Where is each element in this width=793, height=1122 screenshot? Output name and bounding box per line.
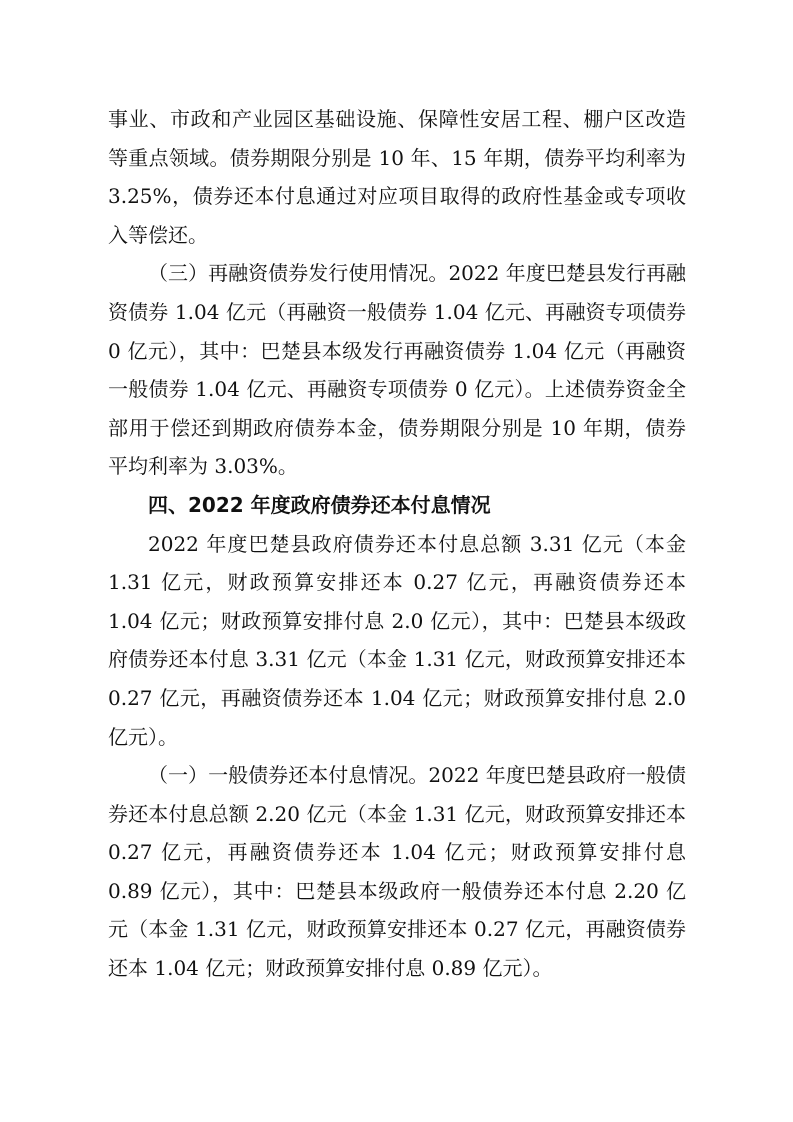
paragraph-general-bond-repayment: （一）一般债券还本付息情况。2022 年度巴楚县政府一般债券还本付息总额 2.20 亿元（本金 1.31 亿元，财政预算安排还本 0.27 亿元，再融资债券还本 1.04 亿元；财政预算安排付息 0.89 亿元），其中：巴楚县本级政府一般债券还本付息 2.20 亿元（本金 1.31 亿元，财政预算安排还本 0.27 亿元，再融资债券还本 1.04 亿元；财政预算安排付息 0.89 亿元）。 xyxy=(108,763,686,981)
paragraph-repayment-total: 2022 年度巴楚县政府债券还本付息总额 3.31 亿元（本金 1.31 亿元，财政预算安排还本 0.27 亿元，再融资债券还本 1.04 亿元；财政预算安排付息 2.0 亿元），其中：巴楚县本级政府债券还本付息 3.31 亿元（本金 1.31 亿元，财政预算安排还本 0.27 亿元，再融资债券还本 1.04 亿元；财政预算安排付息 2.0 亿元）。 xyxy=(108,531,686,749)
section-heading-repayment: 四、2022 年度政府债券还本付息情况 xyxy=(148,492,491,517)
paragraph-continuation: 事业、市政和产业园区基础设施、保障性安居工程、棚户区改造等重点领域。债券期限分别是 10 年、15 年期，债券平均利率为 3.25%，债券还本付息通过对应项目取得的政府性基金或专项收入等偿还。 xyxy=(108,107,686,247)
document-body xyxy=(108,100,686,988)
paragraph-refinancing-bonds: （三）再融资债券发行使用情况。2022 年度巴楚县发行再融资债券 1.04 亿元（再融资一般债券 1.04 亿元、再融资专项债券 0 亿元），其中：巴楚县本级发行再融资债券 1.04 亿元（再融资一般债券 1.04 亿元、再融资专项债券 0 亿元）。上述债券资金全部用于偿还到期政府债券本金，债券期限分别是 10 年期，债券平均利率为 3.03%。 xyxy=(108,261,686,479)
